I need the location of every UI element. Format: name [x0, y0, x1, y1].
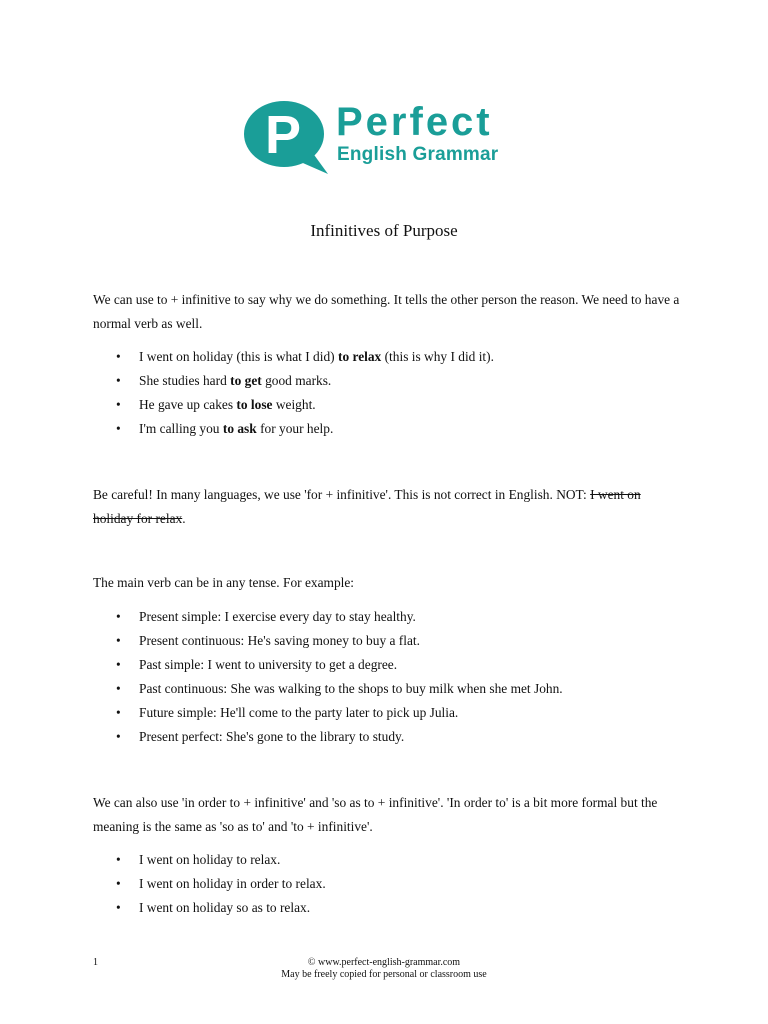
logo-word-english-grammar: English Grammar [337, 144, 499, 165]
bullet-icon: • [116, 852, 121, 867]
bullet-icon: • [116, 705, 121, 720]
purpose-examples-list [93, 345, 683, 441]
list-item: • He gave up cakes to lose weight. [93, 393, 683, 417]
bullet-icon: • [116, 633, 121, 648]
list-item: • I went on holiday (this is what I did) to relax (this is why I did it). [93, 345, 683, 369]
bullet-icon: • [116, 900, 121, 915]
bold-infinitive: to relax [337, 349, 382, 364]
list-item: • Future simple: He'll come to the party later to pick up Julia. [93, 701, 683, 725]
list-item: • She studies hard to get good marks. [93, 369, 683, 393]
page-number: 1 [93, 957, 98, 968]
list-item: • I'm calling you to ask for your help. [93, 417, 683, 441]
list-item: • Past continuous: She was walking to the shops to buy milk when she met John. [93, 677, 683, 701]
bold-infinitive: to ask [222, 421, 257, 436]
careful-paragraph: Be careful! In many languages, we use 'for + infinitive'. This is not correct in English. NOT: I went on holiday for relax. [93, 487, 641, 526]
bullet-icon: • [116, 421, 121, 436]
logo-word-perfect: Perfect [336, 100, 493, 144]
speech-bubble-logo-icon [244, 100, 330, 176]
bold-infinitive: to get [230, 373, 262, 388]
list-item: • I went on holiday to relax. [93, 848, 683, 872]
struck-incorrect-example: I went on holiday for relax [93, 487, 641, 526]
logo [244, 100, 534, 176]
footer [0, 957, 768, 981]
list-item: • Present perfect: She's gone to the library to study. [93, 725, 683, 749]
list-item: • Present simple: I exercise every day to stay healthy. [93, 605, 683, 629]
list-item: • I went on holiday so as to relax. [93, 896, 683, 920]
tense-intro: The main verb can be in any tense. For example: [93, 575, 355, 590]
in-order-paragraph: We can also use 'in order to + infinitive' and 'so as to + infinitive'. 'In order to' is a bit more formal but the meaning is the same as 'so as to' and 'to + infinitive'. [93, 795, 658, 834]
bold-infinitive: to lose [236, 397, 273, 412]
tense-examples-list [93, 605, 683, 749]
logo-letter: P [264, 105, 302, 165]
footer-copyright: © www.perfect-english-grammar.com [307, 957, 461, 968]
bullet-icon: • [116, 373, 121, 388]
in-order-examples-list [93, 848, 683, 920]
list-item: • I went on holiday in order to relax. [93, 872, 683, 896]
bullet-icon: • [116, 729, 121, 744]
bullet-icon: • [116, 609, 121, 624]
page-title: Infinitives of Purpose [310, 221, 458, 240]
bullet-icon: • [116, 349, 121, 364]
bullet-icon: • [116, 657, 121, 672]
list-item: • Present continuous: He's saving money to buy a flat. [93, 629, 683, 653]
footer-note: May be freely copied for personal or classroom use [281, 969, 487, 980]
bullet-icon: • [116, 681, 121, 696]
list-item: • Past simple: I went to university to get a degree. [93, 653, 683, 677]
intro-paragraph: We can use to + infinitive to say why we do something. It tells the other person the reason. We need to have a normal verb as well. [93, 292, 680, 331]
bullet-icon: • [116, 397, 121, 412]
bullet-icon: • [116, 876, 121, 891]
